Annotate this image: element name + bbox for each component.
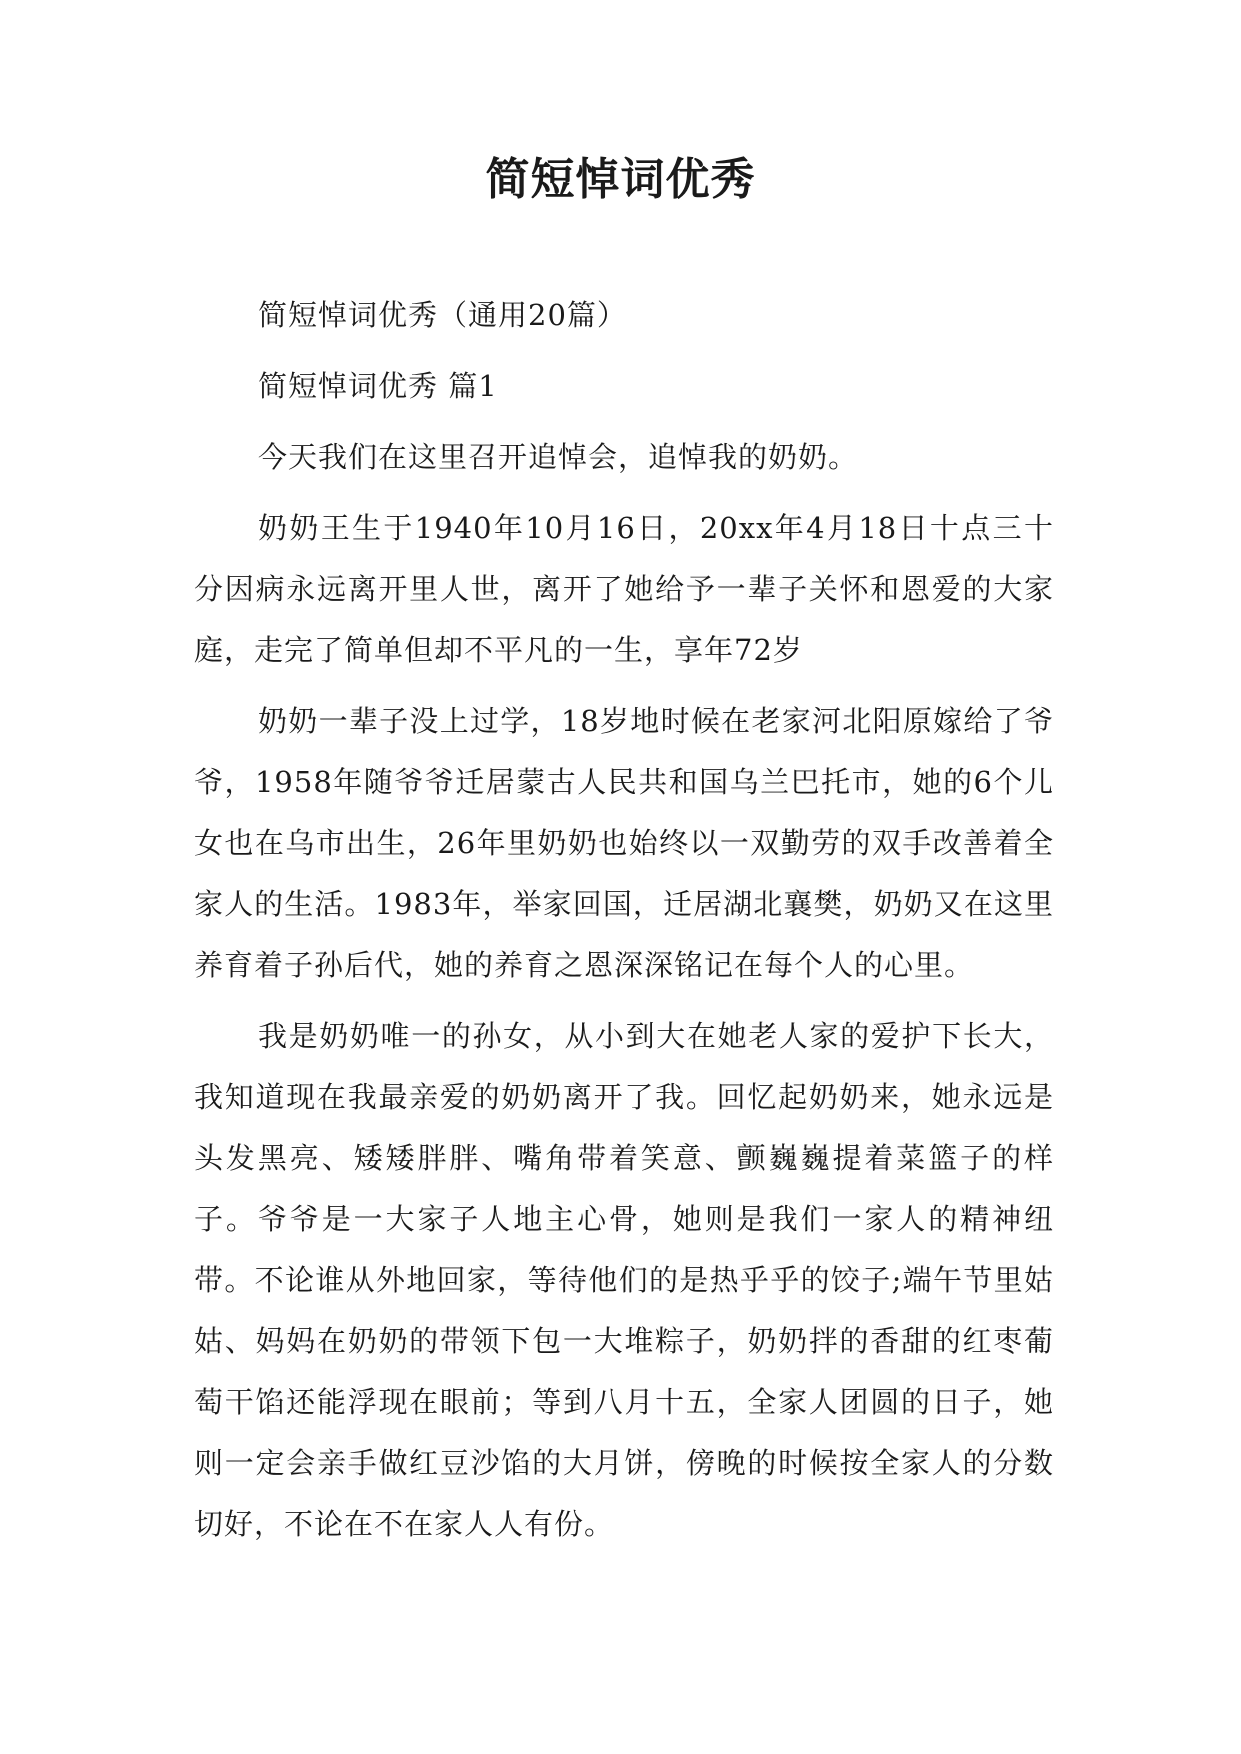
- paragraph: 奶奶一辈子没上过学，18岁地时候在老家河北阳原嫁给了爷爷，1958年随爷爷迁居蒙古人民共和国乌兰巴托市，她的6个儿女也在乌市出生，26年里奶奶也始终以一双勤劳的双手改善着全家人的生活。1983年，举家回国，迁居湖北襄樊，奶奶又在这里养育着子孙后代，她的养育之恩深深铭记在每个人的心里。: [194, 704, 1054, 982]
- document-title: 简短悼词优秀: [485, 154, 756, 205]
- paragraph-section-heading: 简短悼词优秀 篇1: [258, 369, 498, 403]
- document-body: [194, 285, 1054, 1565]
- paragraph: 奶奶王生于1940年10月16日，20xx年4月18日十点三十分因病永远离开里人世，离开了她给予一辈子关怀和恩爱的大家庭，走完了简单但却不平凡的一生，享年72岁: [194, 511, 1054, 667]
- paragraph: 今天我们在这里召开追悼会，追悼我的奶奶。: [258, 440, 859, 474]
- paragraph: 我是奶奶唯一的孙女，从小到大在她老人家的爱护下长大，我知道现在我最亲爱的奶奶离开了我。回忆起奶奶来，她永远是头发黑亮、矮矮胖胖、嘴角带着笑意、颤巍巍提着菜篮子的样子。爷爷是一大家子人地主心骨，她则是我们一家人的精神纽带。不论谁从外地回家，等待他们的是热乎乎的饺子;端午节里姑姑、妈妈在奶奶的带领下包一大堆粽子，奶奶拌的香甜的红枣葡萄干馅还能浮现在眼前；等到八月十五，全家人团圆的日子，她则一定会亲手做红豆沙馅的大月饼，傍晚的时候按全家人的分数切好，不论在不在家人人有份。: [194, 1019, 1054, 1541]
- paragraph-subtitle: 简短悼词优秀（通用20篇）: [258, 298, 627, 332]
